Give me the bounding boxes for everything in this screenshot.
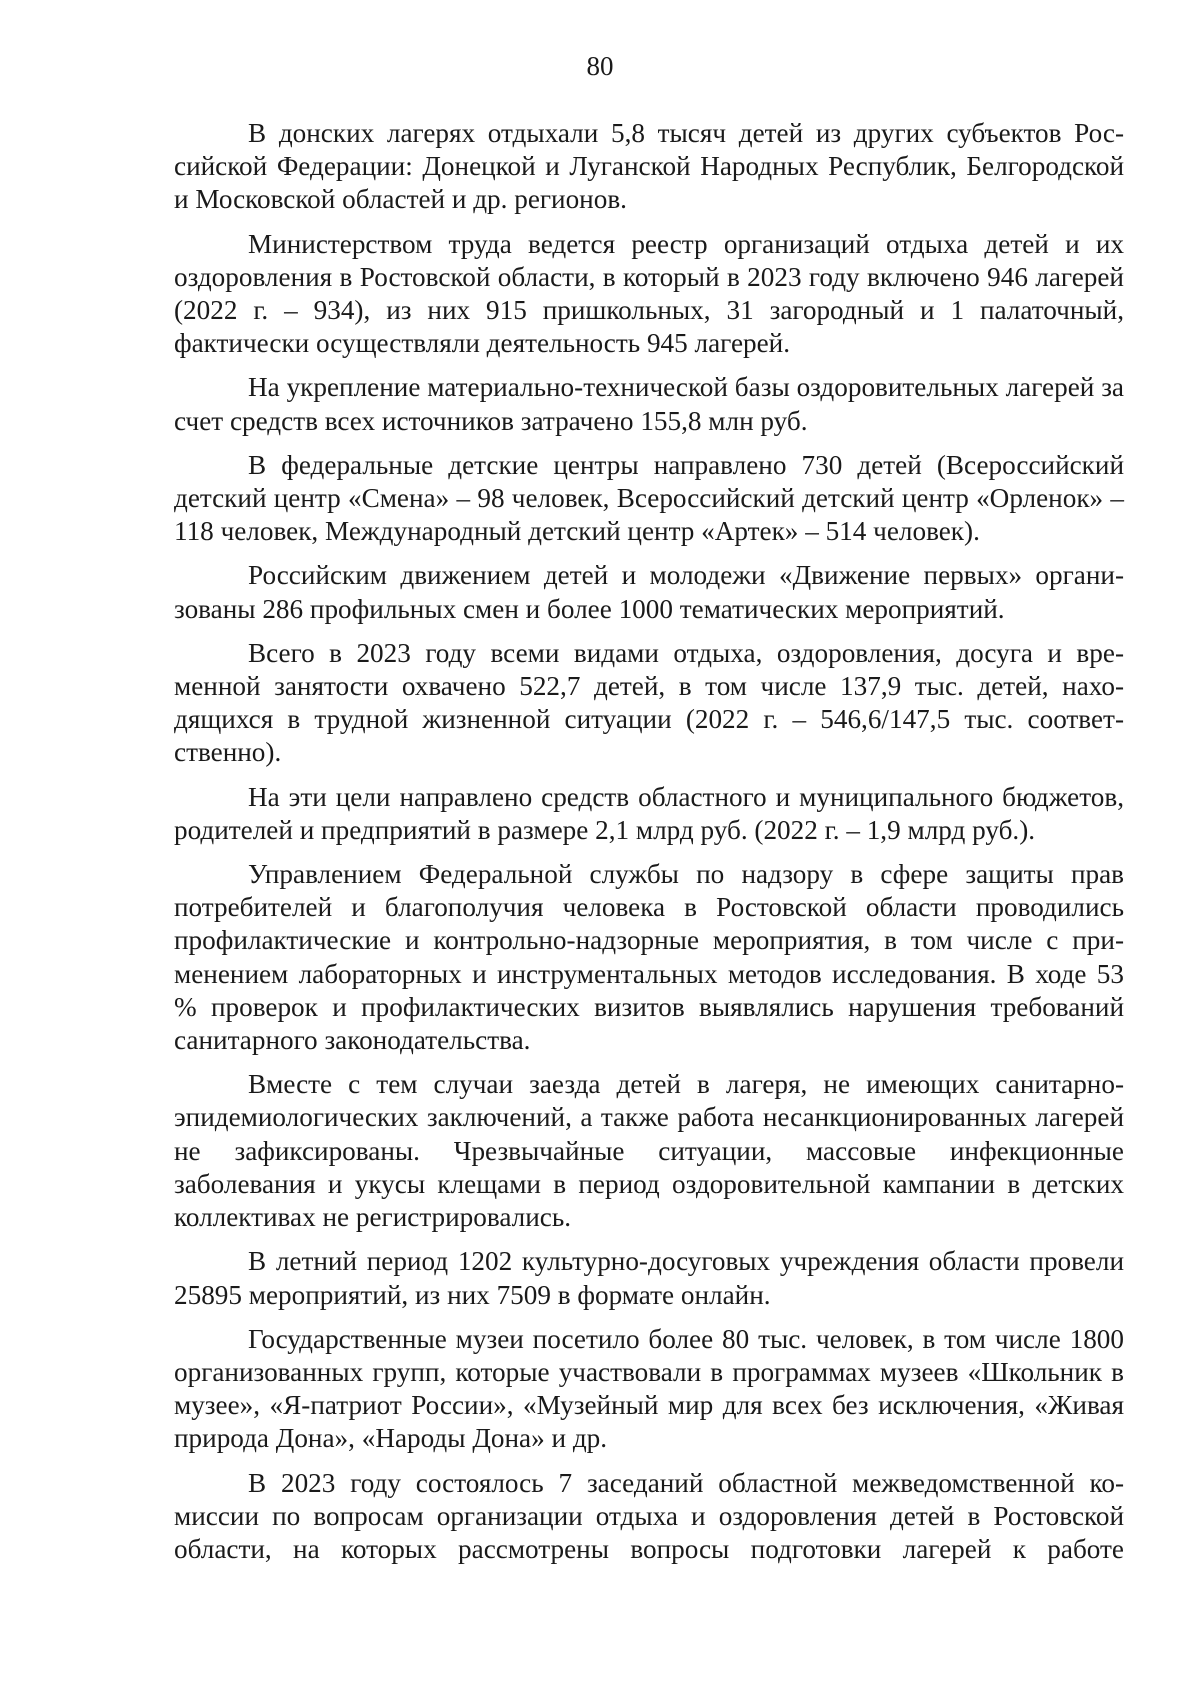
paragraph: Российским движением детей и молодежи «Движение первых» организованы 286 профильных смен и более 1000 тематических мероприятий. bbox=[174, 560, 1124, 624]
document-body bbox=[174, 117, 1124, 1566]
paragraph: В 2023 году состоялось 7 заседаний областной межведомственной комиссии по вопросам организации отдыха и оздоровления детей в Ростовской области, на которых рассмотрены вопросы подготовки лагерей к работе bbox=[174, 1467, 1124, 1564]
page-number: 80 bbox=[586, 51, 614, 81]
paragraph: На эти цели направлено средств областного и муниципального бюджетов, родителей и предприятий в размере 2,1 млрд руб. (2022 г. – 1,9 млрд руб.). bbox=[174, 781, 1124, 845]
paragraph: На укрепление материально-технической базы оздоровительных лагерей за счет средств всех источников затрачено 155,8 млн руб. bbox=[174, 372, 1124, 436]
paragraph: Министерством труда ведется реестр организаций отдыха детей и их оздоровления в Ростовской области, в который в 2023 году включено 946 лагерей (2022 г. – 934), из них 915 пришкольных, 31 загородный и 1 палаточный, фактически осуществляли деятельность 945 лагерей. bbox=[174, 228, 1124, 359]
paragraph: Вместе с тем случаи заезда детей в лагеря, не имеющих санитарно-эпидемиологических заключений, а также работа несанкционированных лагерей не зафиксированы. Чрезвычайные ситуации, массовые инфекционные заболевания и укусы клещами в период оздоровительной кампании в детских коллективах не регистрировались. bbox=[174, 1069, 1124, 1233]
paragraph: Управлением Федеральной службы по надзору в сфере защиты прав потребителей и благополучия человека в Ростовской области проводились профилактические и контрольно-надзорные мероприятия, в том числе с применением лабораторных и инструментальных методов исследования. В ходе 53 % проверок и профилактических визитов выявлялись нарушения требований санитарного законодательства. bbox=[174, 859, 1124, 1056]
paragraph: В донских лагерях отдыхали 5,8 тысяч детей из других субъектов Российской Федерации: Донецкой и Луганской Народных Республик, Белгородской и Московской областей и др. регионов. bbox=[174, 118, 1124, 215]
paragraph: В летний период 1202 культурно-досуговых учреждения области провели 25895 мероприятий, из них 7509 в формате онлайн. bbox=[174, 1246, 1124, 1310]
paragraph: Всего в 2023 году всеми видами отдыха, оздоровления, досуга и временной занятости охвачено 522,7 детей, в том числе 137,9 тыс. детей, находящихся в трудной жизненной ситуации (2022 г. – 546,6/147,5 тыс. соответственно). bbox=[174, 637, 1124, 768]
paragraph: Государственные музеи посетило более 80 тыс. человек, в том числе 1800 организованных групп, которые участвовали в программах музеев «Школьник в музее», «Я-патриот России», «Музейный мир для всех без исключения, «Живая природа Дона», «Народы Дона» и др. bbox=[174, 1323, 1124, 1454]
paragraph: В федеральные детские центры направлено 730 детей (Всероссийский детский центр «Смена» – 98 человек, Всероссийский детский центр «Орленок» – 118 человек, Международный детский центр «Артек» – 514 человек). bbox=[174, 449, 1124, 547]
